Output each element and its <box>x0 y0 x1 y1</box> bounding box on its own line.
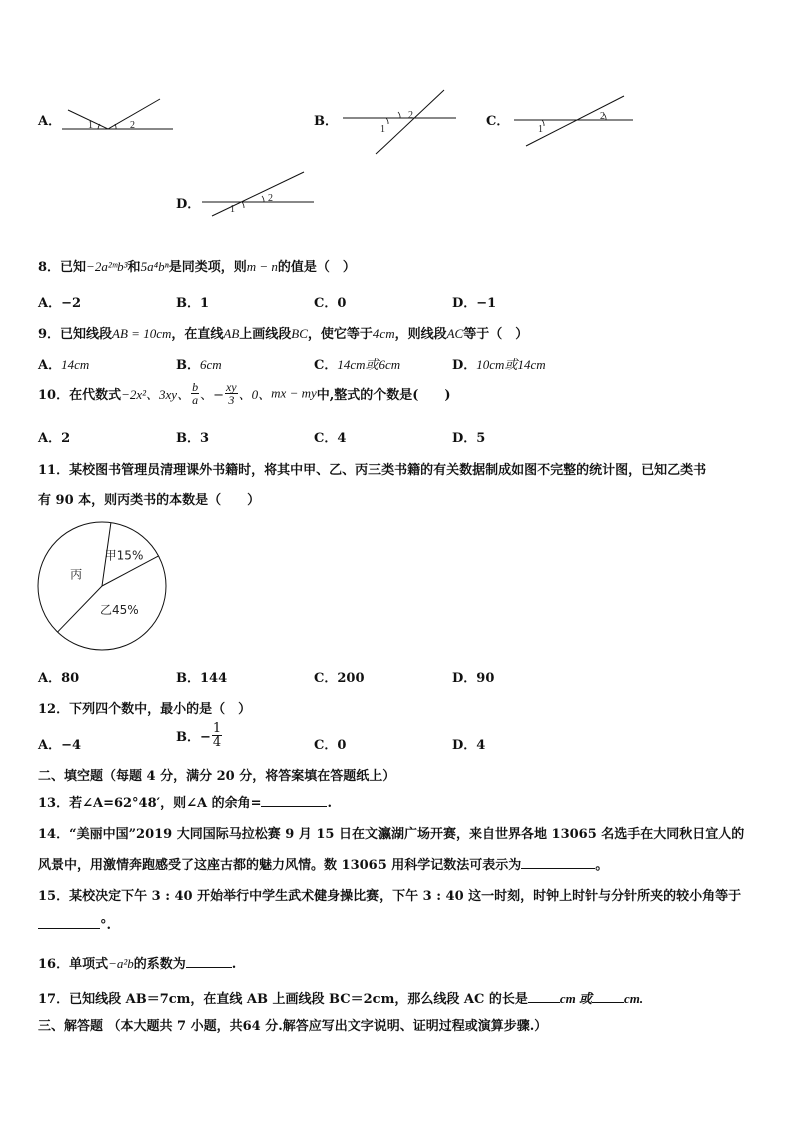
figure-b-letter: B． <box>314 114 338 129</box>
figure-d-diagram <box>198 170 318 220</box>
figure-c-diagram <box>512 92 637 150</box>
question-12: 12．下列四个数中，最小的是（ ） <box>38 702 252 717</box>
question-9: 9．已知线段AB = 10cm，在直线AB上画线段BC，使它等于4cm，则线段AC等于（ ） <box>38 326 529 342</box>
question-16: 16．单项式−a²b的系数为 . <box>38 956 237 972</box>
q8-option-c[interactable]: C．0 <box>314 296 347 311</box>
svg-text:2: 2 <box>600 111 605 122</box>
svg-text:2: 2 <box>268 193 273 204</box>
q8-option-a[interactable]: A．−2 <box>38 296 82 311</box>
section-2-heading: 二、填空题（每题 4 分，满分 20 分，将答案填在答题纸上） <box>38 769 396 784</box>
q10-option-b[interactable]: B．3 <box>176 431 210 446</box>
answer-blank[interactable] <box>592 990 624 1003</box>
q11-option-d[interactable]: D．90 <box>452 671 495 686</box>
figure-a-letter: A． <box>38 114 62 129</box>
svg-text:1: 1 <box>538 124 543 135</box>
q9-option-c[interactable]: C．14cm或6cm <box>314 357 401 373</box>
q11-option-b[interactable]: B．144 <box>176 671 228 686</box>
fraction-b-over-a: $\frac{b}{a}$ <box>192 380 199 407</box>
section-3-heading: 三、解答题 （本大题共 7 小题，共64 分.解答应写出文字说明、证明过程或演算步骤.） <box>38 1019 548 1034</box>
question-11-line1: 11．某校图书管理员清理课外书籍时，将其中甲、乙、丙三类书籍的有关数据制成如图不完整的统计图，已知乙类书 <box>38 463 707 478</box>
question-15-line1: 15．某校决定下午 3 : 40 开始举行中学生武术健身操比赛，下午 3 : 40 这一时刻，时钟上时针与分针所夹的较小角等于 <box>38 889 742 904</box>
question-14-line2: 风景中，用激情奔跑感受了这座古都的魅力风情。数 13065 用科学记数法可表示为 。 <box>38 858 609 873</box>
angle2-label: 2 <box>130 120 135 131</box>
answer-blank[interactable] <box>186 955 232 968</box>
question-17: 17．已知线段 AB＝7cm，在直线 AB 上画线段 BC＝2cm，那么线段 AC 的长是 cm 或 cm. <box>38 991 644 1007</box>
svg-text:1: 1 <box>230 204 235 215</box>
answer-blank[interactable] <box>261 794 327 807</box>
answer-blank[interactable] <box>38 916 100 929</box>
q8-option-b[interactable]: B．1 <box>176 296 210 311</box>
angle1-label: 1 <box>88 120 93 131</box>
question-8: 8．已知−2a²ᵐb³和5a⁴bⁿ是同类项，则m − n的值是（ ） <box>38 259 356 275</box>
q12-option-c[interactable]: C．0 <box>314 738 347 753</box>
q10-option-d[interactable]: D．5 <box>452 431 486 446</box>
svg-text:2: 2 <box>408 110 413 121</box>
figure-b-diagram <box>340 88 460 158</box>
svg-text:1: 1 <box>380 124 385 135</box>
q9-option-d[interactable]: D．10cm或14cm <box>452 357 546 373</box>
q12-option-b[interactable]: B．− $\frac{1}{4}$ <box>176 721 222 750</box>
pie-slice-label: 丙 <box>70 567 83 582</box>
question-10: 10．在代数式−2x²、3xy、 $\frac{b}{a}$ 、− $\frac{xy}{3}$ 、0、mx − my中,整式的个数是( ) <box>38 380 451 407</box>
question-15-line2: °. <box>38 916 111 933</box>
figure-a-diagram <box>58 95 178 140</box>
question-11-line2: 有 90 本，则丙类书的本数是（ ） <box>38 493 261 508</box>
pie-slice-label: 甲15% <box>104 548 144 563</box>
q10-option-a[interactable]: A．2 <box>38 431 71 446</box>
q10-option-c[interactable]: C．4 <box>314 431 347 446</box>
q12-option-d[interactable]: D．4 <box>452 738 486 753</box>
answer-blank[interactable] <box>528 990 560 1003</box>
pie-slice-label: 乙45% <box>99 603 139 618</box>
answer-blank[interactable] <box>521 856 595 869</box>
figure-d-letter: D． <box>176 197 201 212</box>
q11-option-a[interactable]: A．80 <box>38 671 80 686</box>
pie-chart <box>34 518 170 654</box>
figure-c-letter: C． <box>486 114 510 129</box>
question-14-line1: 14．“美丽中国”2019 大同国际马拉松赛 9 月 15 日在文瀛湖广场开赛，来自世界各地 13065 名选手在大同秋日宜人的 <box>38 827 745 842</box>
q8-option-d[interactable]: D．−1 <box>452 296 497 311</box>
q9-option-a[interactable]: A．14cm <box>38 357 90 373</box>
q11-option-c[interactable]: C．200 <box>314 671 365 686</box>
q12-option-a[interactable]: A．−4 <box>38 738 82 753</box>
fraction-xy-over-3: $\frac{xy}{3}$ <box>225 380 237 407</box>
q9-option-b[interactable]: B．6cm <box>176 357 222 373</box>
question-13: 13．若∠A=62°48′，则∠A 的余角= . <box>38 796 333 811</box>
